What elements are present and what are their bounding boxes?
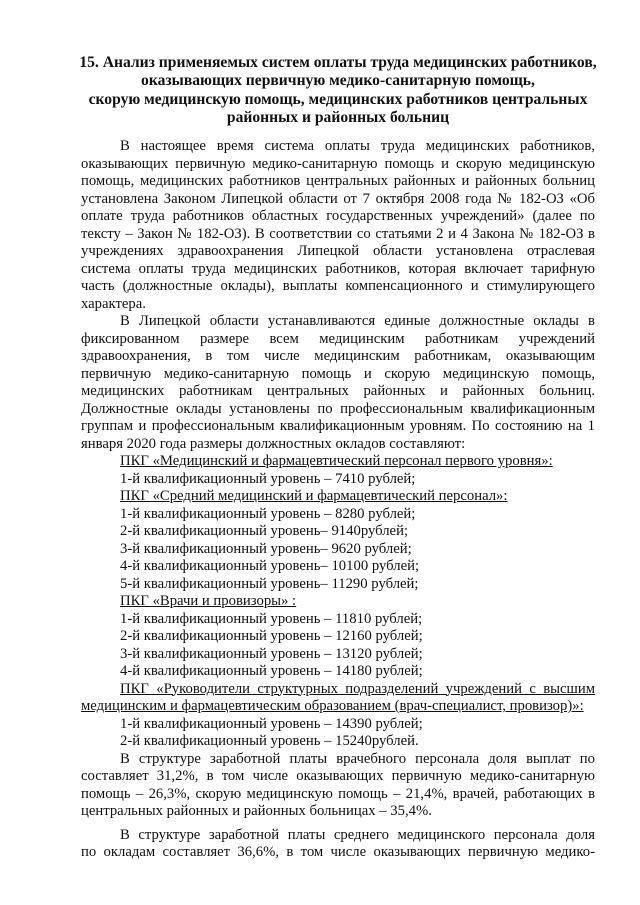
text-line: по окладам составляет 36,6%, в том числе оказывающих первичную медико-	[81, 844, 595, 860]
text-line: характера.	[81, 295, 146, 312]
text-line: Должностные оклады установлены по профессиональным квалификационным	[81, 400, 595, 417]
salary-item: 4-й квалификационный уровень– 10100 рублей;	[120, 558, 420, 574]
section-title	[78, 54, 598, 128]
salary-item: 1-й квалификационный уровень – 11810 рублей;	[120, 610, 423, 627]
text-line: фиксированном размере всем медицинским работникам учреждений	[81, 330, 595, 347]
text-line: учреждениях здравоохранения Липецкой области установлена отраслевая	[81, 243, 595, 259]
paragraph-4	[81, 827, 595, 862]
text-line: система оплаты труда медицинских работников, которая включает тарифную	[81, 260, 595, 277]
salary-item: 3-й квалификационный уровень– 9620 рублей;	[120, 540, 412, 557]
salary-item: 5-й квалификационный уровень– 11290 рублей;	[120, 575, 419, 592]
title-line: 15. Анализ применяемых систем оплаты труда медицинских работников,	[79, 54, 597, 71]
salary-groups	[81, 453, 595, 751]
text-line: группам и профессиональным квалификационным уровням. По состоянию на 1	[81, 418, 595, 434]
salary-item: 4-й квалификационный уровень – 14180 рублей;	[120, 663, 423, 679]
text-line: января 2020 года размеры должностных окладов составляют:	[81, 435, 466, 452]
text-line: помощь, медицинских работников центральных районных и районных больниц	[81, 173, 595, 189]
text-line: помощь – 26,3%, скорую медицинскую помощь – 21,4%, врачей, работающих в	[81, 785, 595, 802]
text-line: В настоящее время система оплаты труда медицинских работников,	[120, 138, 595, 154]
text-line: центральных районных и районных больницах – 35,4%.	[81, 803, 432, 819]
group-header: медицинским и фармацевтическим образованием (врач-специалист, провизор)»:	[81, 698, 584, 714]
group-header: ПКГ «Врачи и провизоры» :	[120, 593, 297, 609]
document-body	[81, 138, 595, 862]
salary-item: 2-й квалификационный уровень– 9140рублей;	[120, 523, 409, 539]
text-line: оплате труда работников областных государственных учреждений» (далее по	[81, 208, 595, 224]
salary-item: 1-й квалификационный уровень – 7410 рублей;	[120, 470, 416, 487]
text-line: оказывающих первичную медико-санитарную помощь и скорую медицинскую	[81, 155, 595, 172]
text-line: установлена Законом Липецкой области от 7 октября 2008 года № 182-ОЗ «Об	[81, 190, 595, 207]
text-line: часть (должностные оклады), выплаты компенсационного и стимулирующего	[81, 278, 595, 294]
text-line: первичную медико-санитарную помощь и скорую медицинскую помощь,	[81, 365, 595, 382]
text-line: В структуре заработной платы врачебного персонала доля выплат по	[120, 750, 595, 767]
group-header: ПКГ «Медицинский и фармацевтический персонал первого уровня»:	[120, 453, 553, 469]
title-line: районных и районных больниц	[226, 109, 450, 127]
salary-item: 1-й квалификационный уровень – 14390 рублей;	[120, 715, 423, 732]
salary-item: 1-й квалификационный уровень – 8280 рублей;	[120, 505, 416, 522]
paragraph-1	[81, 138, 595, 313]
salary-item: 3-й квалификационный уровень – 13120 рублей;	[120, 645, 423, 662]
paragraph-2	[81, 313, 595, 453]
group-header: ПКГ «Руководители структурных подразделений учреждений с высшим	[120, 680, 595, 697]
text-line: здравоохранения, в том числе медицинским работникам, оказывающим	[81, 348, 595, 364]
text-line: тексту – Закон № 182-ОЗ). В соответствии со статьями 2 и 4 Закона № 182-ОЗ в	[81, 225, 595, 242]
title-line: оказывающих первичную медико-санитарную помощь,	[141, 72, 535, 90]
text-line: медицинских работникам центральных районных и районных больниц.	[81, 383, 595, 399]
salary-item: 2-й квалификационный уровень – 15240рублей.	[120, 733, 419, 749]
text-line: составляет 31,2%, в том числе оказывающих первичную медико-санитарную	[81, 768, 595, 784]
paragraph-3	[81, 751, 595, 821]
title-line: скорую медицинскую помощь, медицинских работников центральных	[88, 90, 588, 108]
text-line: В Липецкой области устанавливаются единые должностные оклады в	[120, 313, 595, 329]
text-line: В структуре заработной платы среднего медицинского персонала доля	[120, 826, 595, 843]
group-header: ПКГ «Средний медицинский и фармацевтический персонал»:	[120, 488, 508, 504]
salary-item: 2-й квалификационный уровень – 12160 рублей;	[120, 628, 423, 644]
